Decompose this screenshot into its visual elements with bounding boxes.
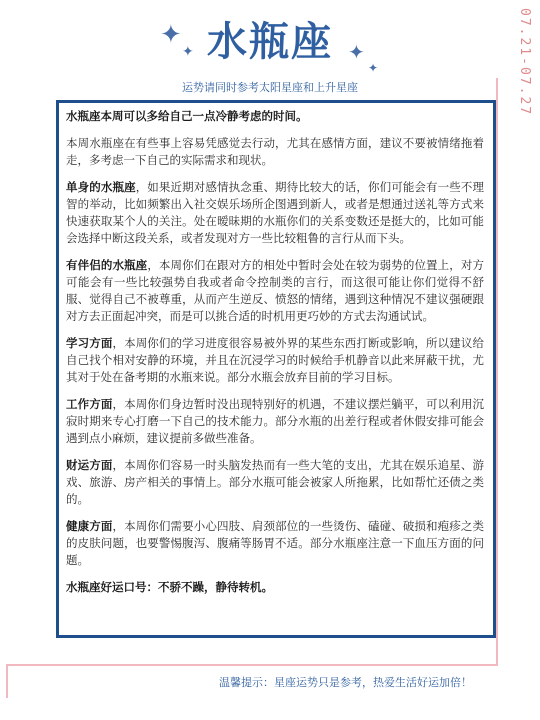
sparkle-icon: ✦: [368, 61, 379, 75]
paragraph-text: ，本周你们容易一时头脑发热而有一些大笔的支出，尤其在娱乐追星、游戏、旅游、房产相关的事情上。部分水瓶可能会被家人所拖累，比如帮忙还债之类的。: [66, 458, 485, 506]
money-paragraph: [66, 457, 484, 508]
horoscope-content: [66, 108, 484, 606]
decorative-line: [6, 664, 8, 698]
sparkle-icon: ✦: [348, 40, 365, 64]
paragraph-text: ，本周你们在跟对方的相处中暂时会处在较为弱势的位置上，对方可能会有一些比较强势自我或者命令控制类的言行，而这很可能让你们觉得不舒服、觉得自己不被尊重，从而产生逆反、愤怒的情绪，遇到这种情况不建议强硬跟对方去正面起冲突，而是可以挑合适的时机用更巧妙的方式去沟通试试。: [66, 258, 485, 323]
paragraph-lead: 工作方面: [66, 397, 113, 411]
slogan: 水瓶座好运口号：不骄不躁，静待转机。: [66, 580, 273, 594]
paragraph-lead: 健康方面: [66, 519, 113, 533]
paragraph-text: ，本周你们需要小心四肢、肩颈部位的一些烫伤、磕碰、破损和疱疹之类的皮肤问题，也要警惕腹泻、腹痛等肠胃不适。部分水瓶座注意一下血压方面的问题。: [66, 519, 485, 567]
paragraph-lead: 单身的水瓶座: [66, 180, 136, 194]
paragraph-lead: 财运方面: [66, 458, 113, 472]
health-paragraph: [66, 518, 484, 569]
page-title: 水瓶座: [207, 19, 333, 65]
paragraph-text: ，本周你们身边暂时没出现特别好的机遇，不建议摆烂躺平，可以利用沉寂时期来专心打磨一下自己的技术能力。部分水瓶的出差行程或者休假安排可能会遇到点小麻烦，建议提前多做些准备。: [66, 397, 485, 445]
paragraph-lead: 有伴侣的水瓶座: [66, 258, 148, 272]
page-subtitle: 运势请同时参考太阳星座和上升星座: [182, 81, 358, 94]
work-paragraph: [66, 396, 484, 447]
decorative-line: [6, 664, 498, 666]
study-paragraph: [66, 335, 484, 386]
partner-paragraph: [66, 257, 484, 325]
paragraph-text: ，如果近期对感情执念重、期待比较大的话，你们可能会有一些不理智的举动，比如频繁出入社交娱乐场所企图遇到新人，或者是想通过送礼等方式来快速获取某个人的关注。处在暧昧期的水瓶你们的关系变数还是挺大的，比如可能会选择中断这段关系，或者发现对方一些比较粗鲁的言行从而下头。: [66, 180, 484, 245]
sparkle-icon: ✦: [160, 20, 182, 50]
paragraph-text: ，本周你们的学习进度很容易被外界的某些东西打断或影响，所以建议给自己找个相对安静的环境，并且在沉浸学习的时候给手机静音以此来屏蔽干扰，尤其对于处在备考期的水瓶来说。部分水瓶会放弃目前的学习目标。: [66, 336, 485, 384]
sparkle-icon: ✦: [182, 44, 194, 60]
section-heading: 水瓶座本周可以多给自己一点冷静考虑的时间。: [66, 109, 308, 123]
paragraph-lead: 学习方面: [66, 336, 113, 350]
single-paragraph: [66, 179, 484, 247]
intro-paragraph: 本周水瓶座在有些事上容易凭感觉去行动，尤其在感情方面，建议不要被情绪拖着走，多考虑一下自己的实际需求和现状。: [66, 136, 484, 167]
date-range: 07.21-07.27: [517, 8, 532, 117]
footer-tip: 温馨提示：星座运势只是参考，热爱生活好运加倍！: [219, 676, 472, 689]
decorative-line: [496, 78, 498, 666]
